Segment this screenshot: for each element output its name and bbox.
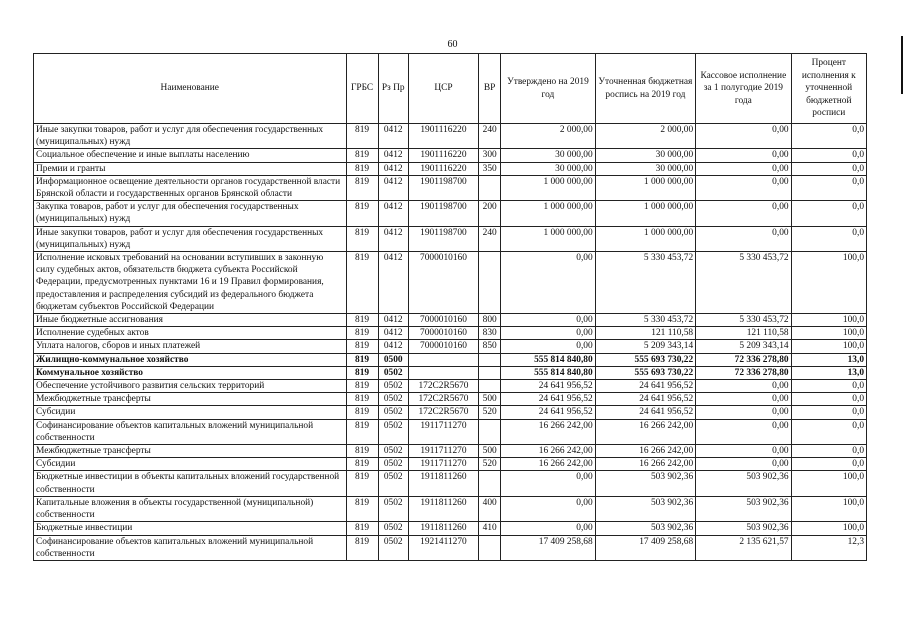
cell-vr: 240: [479, 226, 501, 251]
cell-percent: 0,0: [791, 149, 866, 162]
cell-refined: 503 902,36: [595, 522, 695, 535]
cell-cash: 5 209 343,14: [696, 340, 791, 353]
header-rzpr: Рз Пр: [378, 54, 408, 124]
cell-vr: [479, 353, 501, 366]
cell-percent: 0,0: [791, 406, 866, 419]
cell-name: Субсидии: [34, 406, 347, 419]
cell-approved: 0,00: [501, 496, 595, 521]
cell-cash: 0,00: [696, 149, 791, 162]
cell-percent: 0,0: [791, 226, 866, 251]
cell-vr: 520: [479, 458, 501, 471]
cell-rzpr: 0412: [378, 149, 408, 162]
cell-rzpr: 0412: [378, 162, 408, 175]
table-row: [34, 340, 867, 353]
cell-approved: 0,00: [501, 327, 595, 340]
section-total-row: [34, 353, 867, 366]
cell-percent: 13,0: [791, 366, 866, 379]
table-row: [34, 252, 867, 314]
cell-grbs: 819: [346, 406, 378, 419]
cell-name: Софинансирование объектов капитальных вложений муниципальной собственности: [34, 419, 347, 444]
cell-cash: 0,00: [696, 124, 791, 149]
cell-grbs: 819: [346, 340, 378, 353]
cell-name: Бюджетные инвестиции: [34, 522, 347, 535]
cell-name: Коммунальное хозяйство: [34, 366, 347, 379]
cell-csr: 1901198700: [408, 175, 478, 200]
table-row: [34, 471, 867, 496]
cell-grbs: 819: [346, 380, 378, 393]
cell-refined: 17 409 258,68: [595, 535, 695, 560]
cell-approved: 0,00: [501, 522, 595, 535]
cell-grbs: 819: [346, 149, 378, 162]
cell-refined: 1 000 000,00: [595, 175, 695, 200]
cell-vr: 350: [479, 162, 501, 175]
cell-csr: 1911811260: [408, 471, 478, 496]
cell-cash: 0,00: [696, 201, 791, 226]
cell-refined: 16 266 242,00: [595, 445, 695, 458]
cell-approved: 0,00: [501, 340, 595, 353]
table-row: [34, 201, 867, 226]
cell-grbs: 819: [346, 327, 378, 340]
table-row: [34, 149, 867, 162]
cell-csr: 1901116220: [408, 149, 478, 162]
cell-rzpr: 0412: [378, 314, 408, 327]
cell-csr: 1911711270: [408, 445, 478, 458]
cell-refined: 503 902,36: [595, 471, 695, 496]
cell-refined: 24 641 956,52: [595, 406, 695, 419]
cell-grbs: 819: [346, 314, 378, 327]
cell-percent: 100,0: [791, 314, 866, 327]
table-row: [34, 458, 867, 471]
cell-cash: 0,00: [696, 458, 791, 471]
cell-approved: 1 000 000,00: [501, 201, 595, 226]
cell-csr: 7000010160: [408, 340, 478, 353]
cell-cash: 72 336 278,80: [696, 366, 791, 379]
cell-grbs: 819: [346, 496, 378, 521]
cell-csr: 1921411270: [408, 535, 478, 560]
cell-cash: 2 135 621,57: [696, 535, 791, 560]
table-header-row: [34, 54, 867, 124]
cell-refined: 5 330 453,72: [595, 252, 695, 314]
cell-name: Межбюджетные трансферты: [34, 445, 347, 458]
cell-name: Обеспечение устойчивого развития сельских территорий: [34, 380, 347, 393]
cell-name: Софинансирование объектов капитальных вложений муниципальной собственности: [34, 535, 347, 560]
cell-grbs: 819: [346, 162, 378, 175]
cell-cash: 0,00: [696, 175, 791, 200]
cell-percent: 0,0: [791, 201, 866, 226]
section-total-row: [34, 366, 867, 379]
cell-cash: 72 336 278,80: [696, 353, 791, 366]
cell-refined: 30 000,00: [595, 149, 695, 162]
cell-cash: 0,00: [696, 393, 791, 406]
cell-grbs: 819: [346, 226, 378, 251]
cell-rzpr: 0502: [378, 366, 408, 379]
cell-grbs: 819: [346, 124, 378, 149]
header-name: Наименование: [34, 54, 347, 124]
cell-vr: 500: [479, 445, 501, 458]
table-row: [34, 226, 867, 251]
cell-cash: 0,00: [696, 445, 791, 458]
cell-name: Бюджетные инвестиции в объекты капитальных вложений государственной собственности: [34, 471, 347, 496]
cell-grbs: 819: [346, 353, 378, 366]
table-row: [34, 162, 867, 175]
cell-approved: 24 641 956,52: [501, 380, 595, 393]
cell-vr: 300: [479, 149, 501, 162]
cell-grbs: 819: [346, 201, 378, 226]
cell-rzpr: 0502: [378, 445, 408, 458]
cell-refined: 16 266 242,00: [595, 458, 695, 471]
cell-cash: 121 110,58: [696, 327, 791, 340]
cell-csr: 1901116220: [408, 162, 478, 175]
cell-csr: [408, 366, 478, 379]
cell-rzpr: 0502: [378, 393, 408, 406]
cell-rzpr: 0412: [378, 226, 408, 251]
cell-approved: 30 000,00: [501, 162, 595, 175]
cell-percent: 0,0: [791, 458, 866, 471]
cell-vr: [479, 380, 501, 393]
cell-name: Иные закупки товаров, работ и услуг для обеспечения государственных (муниципальных) нужд: [34, 226, 347, 251]
header-grbs: ГРБС: [346, 54, 378, 124]
cell-csr: 1911711270: [408, 458, 478, 471]
cell-name: Иные закупки товаров, работ и услуг для обеспечения государственных (муниципальных) нужд: [34, 124, 347, 149]
cell-rzpr: 0502: [378, 496, 408, 521]
cell-name: Жилищно-коммунальное хозяйство: [34, 353, 347, 366]
cell-rzpr: 0502: [378, 535, 408, 560]
cell-percent: 100,0: [791, 327, 866, 340]
cell-approved: 30 000,00: [501, 149, 595, 162]
cell-rzpr: 0502: [378, 522, 408, 535]
cell-refined: 1 000 000,00: [595, 201, 695, 226]
cell-grbs: 819: [346, 458, 378, 471]
margin-mark: [901, 36, 903, 94]
cell-grbs: 819: [346, 393, 378, 406]
cell-rzpr: 0412: [378, 124, 408, 149]
cell-grbs: 819: [346, 175, 378, 200]
cell-cash: 503 902,36: [696, 496, 791, 521]
cell-vr: [479, 175, 501, 200]
cell-name: Иные бюджетные ассигнования: [34, 314, 347, 327]
cell-approved: 1 000 000,00: [501, 175, 595, 200]
cell-name: Капитальные вложения в объекты государственной (муниципальной) собственности: [34, 496, 347, 521]
cell-vr: [479, 471, 501, 496]
table-row: [34, 496, 867, 521]
cell-csr: 7000010160: [408, 327, 478, 340]
cell-name: Закупка товаров, работ и услуг для обеспечения государственных (муниципальных) нужд: [34, 201, 347, 226]
cell-grbs: 819: [346, 522, 378, 535]
header-csr: ЦСР: [408, 54, 478, 124]
cell-vr: 410: [479, 522, 501, 535]
cell-grbs: 819: [346, 419, 378, 444]
cell-percent: 0,0: [791, 393, 866, 406]
cell-percent: 0,0: [791, 175, 866, 200]
cell-refined: 555 693 730,22: [595, 353, 695, 366]
header-vr: ВР: [479, 54, 501, 124]
cell-vr: 500: [479, 393, 501, 406]
cell-cash: 5 330 453,72: [696, 314, 791, 327]
cell-percent: 100,0: [791, 471, 866, 496]
cell-percent: 0,0: [791, 162, 866, 175]
table-row: [34, 124, 867, 149]
cell-name: Премии и гранты: [34, 162, 347, 175]
cell-grbs: 819: [346, 366, 378, 379]
cell-csr: 7000010160: [408, 252, 478, 314]
cell-refined: 555 693 730,22: [595, 366, 695, 379]
cell-approved: 1 000 000,00: [501, 226, 595, 251]
cell-rzpr: 0502: [378, 406, 408, 419]
cell-cash: 0,00: [696, 162, 791, 175]
page-number: 60: [447, 39, 458, 50]
cell-percent: 100,0: [791, 522, 866, 535]
cell-percent: 0,0: [791, 124, 866, 149]
header-refined: Уточненная бюджетная роспись на 2019 год: [595, 54, 695, 124]
cell-percent: 0,0: [791, 445, 866, 458]
table-row: [34, 535, 867, 560]
cell-approved: 17 409 258,68: [501, 535, 595, 560]
cell-approved: 16 266 242,00: [501, 419, 595, 444]
cell-cash: 503 902,36: [696, 522, 791, 535]
table-row: [34, 327, 867, 340]
cell-approved: 24 641 956,52: [501, 406, 595, 419]
cell-approved: 555 814 840,80: [501, 366, 595, 379]
cell-percent: 0,0: [791, 419, 866, 444]
cell-grbs: 819: [346, 535, 378, 560]
cell-percent: 0,0: [791, 380, 866, 393]
cell-rzpr: 0412: [378, 327, 408, 340]
table-row: [34, 380, 867, 393]
cell-approved: 555 814 840,80: [501, 353, 595, 366]
cell-csr: 1901198700: [408, 226, 478, 251]
cell-rzpr: 0412: [378, 201, 408, 226]
cell-refined: 1 000 000,00: [595, 226, 695, 251]
cell-name: Субсидии: [34, 458, 347, 471]
cell-rzpr: 0412: [378, 175, 408, 200]
cell-refined: 24 641 956,52: [595, 380, 695, 393]
table-row: [34, 445, 867, 458]
cell-csr: 1911811260: [408, 496, 478, 521]
header-percent: Процент исполнения к уточненной бюджетной росписи: [791, 54, 866, 124]
cell-rzpr: 0412: [378, 340, 408, 353]
cell-vr: 830: [479, 327, 501, 340]
cell-grbs: 819: [346, 471, 378, 496]
cell-name: Социальное обеспечение и иные выплаты населению: [34, 149, 347, 162]
cell-refined: 121 110,58: [595, 327, 695, 340]
cell-csr: [408, 353, 478, 366]
cell-approved: 24 641 956,52: [501, 393, 595, 406]
cell-vr: 240: [479, 124, 501, 149]
cell-refined: 503 902,36: [595, 496, 695, 521]
cell-vr: 200: [479, 201, 501, 226]
cell-percent: 100,0: [791, 340, 866, 353]
cell-name: Уплата налогов, сборов и иных платежей: [34, 340, 347, 353]
cell-vr: 400: [479, 496, 501, 521]
cell-csr: 1911711270: [408, 419, 478, 444]
cell-refined: 16 266 242,00: [595, 419, 695, 444]
cell-cash: 0,00: [696, 380, 791, 393]
cell-csr: 172C2R5670: [408, 393, 478, 406]
cell-approved: 2 000,00: [501, 124, 595, 149]
cell-name: Исполнение судебных актов: [34, 327, 347, 340]
cell-csr: 7000010160: [408, 314, 478, 327]
cell-cash: 5 330 453,72: [696, 252, 791, 314]
cell-cash: 0,00: [696, 226, 791, 251]
table-row: [34, 393, 867, 406]
cell-vr: [479, 535, 501, 560]
cell-grbs: 819: [346, 252, 378, 314]
cell-approved: 0,00: [501, 314, 595, 327]
table-body: [34, 124, 867, 561]
cell-csr: 1901116220: [408, 124, 478, 149]
cell-approved: 16 266 242,00: [501, 458, 595, 471]
cell-vr: [479, 252, 501, 314]
header-cash: Кассовое исполнение за 1 полугодие 2019 года: [696, 54, 791, 124]
cell-name: Исполнение исковых требований на основании вступивших в законную силу судебных актов, обязательств бюджета субъекта Российской Федерации, предусмотренных пунктами 16 и 19 Правил формирования, предоставления и распределения субсидий из федерального бюджета бюджетам субъектов Российской Федерации: [34, 252, 347, 314]
cell-vr: [479, 366, 501, 379]
cell-refined: 5 330 453,72: [595, 314, 695, 327]
cell-rzpr: 0500: [378, 353, 408, 366]
cell-cash: 503 902,36: [696, 471, 791, 496]
table-row: [34, 522, 867, 535]
cell-rzpr: 0502: [378, 380, 408, 393]
cell-csr: 172C2R5670: [408, 406, 478, 419]
cell-rzpr: 0502: [378, 419, 408, 444]
cell-refined: 24 641 956,52: [595, 393, 695, 406]
table-row: [34, 314, 867, 327]
cell-vr: [479, 419, 501, 444]
cell-rzpr: 0412: [378, 252, 408, 314]
header-approved: Утверждено на 2019 год: [501, 54, 595, 124]
cell-cash: 0,00: [696, 406, 791, 419]
cell-rzpr: 0502: [378, 458, 408, 471]
cell-cash: 0,00: [696, 419, 791, 444]
cell-refined: 5 209 343,14: [595, 340, 695, 353]
cell-approved: 16 266 242,00: [501, 445, 595, 458]
cell-approved: 0,00: [501, 252, 595, 314]
cell-approved: 0,00: [501, 471, 595, 496]
cell-vr: 850: [479, 340, 501, 353]
cell-rzpr: 0502: [378, 471, 408, 496]
cell-vr: 800: [479, 314, 501, 327]
cell-csr: 1901198700: [408, 201, 478, 226]
cell-name: Межбюджетные трансферты: [34, 393, 347, 406]
cell-percent: 13,0: [791, 353, 866, 366]
cell-grbs: 819: [346, 445, 378, 458]
table-row: [34, 419, 867, 444]
cell-refined: 30 000,00: [595, 162, 695, 175]
table-row: [34, 175, 867, 200]
cell-csr: 1911811260: [408, 522, 478, 535]
cell-name: Информационное освещение деятельности органов государственной власти Брянской области и государственных органов Брянской области: [34, 175, 347, 200]
cell-refined: 2 000,00: [595, 124, 695, 149]
cell-csr: 172C2R5670: [408, 380, 478, 393]
cell-vr: 520: [479, 406, 501, 419]
budget-table: [33, 53, 867, 561]
cell-percent: 100,0: [791, 496, 866, 521]
table-row: [34, 406, 867, 419]
cell-percent: 100,0: [791, 252, 866, 314]
cell-percent: 12,3: [791, 535, 866, 560]
